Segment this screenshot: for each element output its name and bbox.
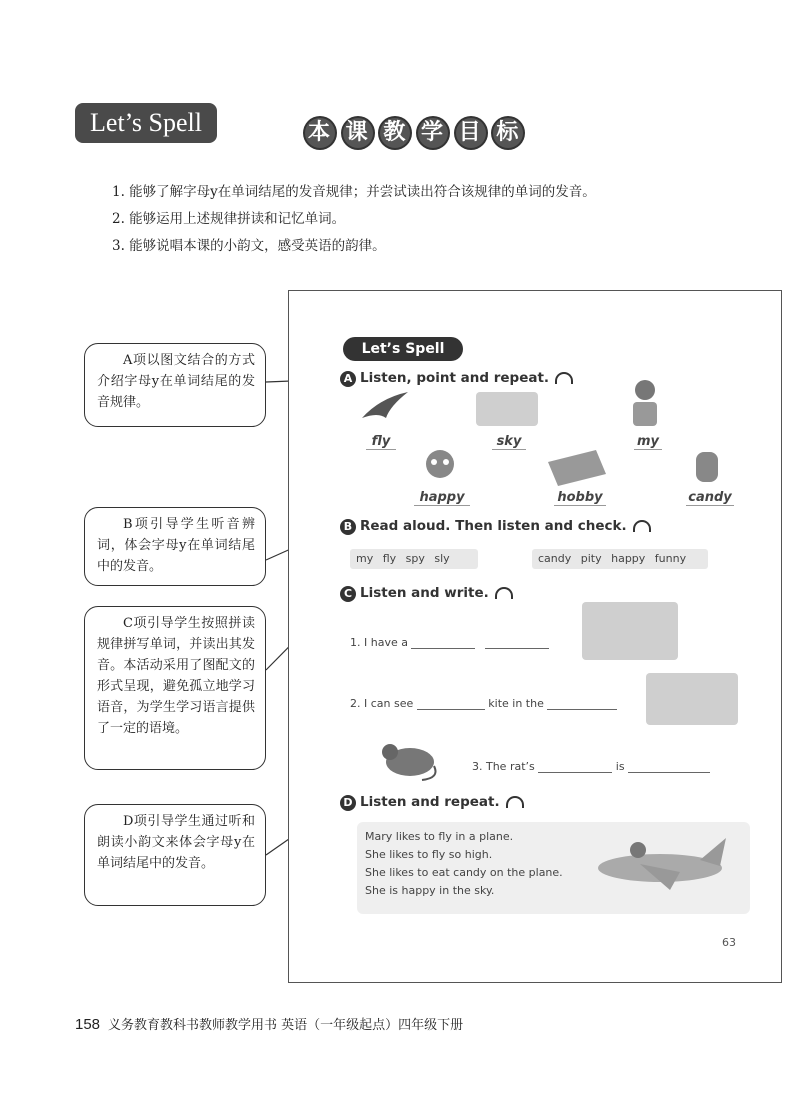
rhyme-line: She is happy in the sky.: [365, 884, 495, 897]
section-letter: C: [340, 586, 356, 602]
answer-blank[interactable]: [411, 636, 475, 649]
write-prompt: 3. The rat’s: [472, 760, 535, 773]
section-b-heading: [340, 518, 651, 535]
section-letter: D: [340, 795, 356, 811]
section-letter: B: [340, 519, 356, 535]
answer-blank[interactable]: [538, 760, 612, 773]
answer-blank[interactable]: [628, 760, 710, 773]
sky-picture: [476, 392, 538, 426]
title-char: 课: [343, 118, 373, 148]
page-footer: [75, 1014, 463, 1033]
section-d-heading: [340, 794, 524, 811]
objective-1: 1. 能够了解字母y在单词结尾的发音规律；并尝试读出符合该规律的单词的发音。: [112, 184, 596, 200]
check-word-group-2: candy pity happy funny: [532, 549, 708, 569]
headphones-icon[interactable]: [555, 372, 573, 384]
objective-3: 3. 能够说唱本课的小韵文，感受英语的韵律。: [112, 238, 386, 254]
note-a: A项以图文结合的方式介绍字母y在单词结尾的发音规律。: [84, 343, 266, 427]
title-char: 标: [493, 118, 523, 148]
answer-blank[interactable]: [485, 636, 549, 649]
title-char: 本: [305, 118, 335, 148]
section-title: Read aloud. Then listen and check.: [360, 518, 627, 534]
textbook-page-number: 63: [722, 936, 736, 949]
check-word-group-1: my fly spy sly: [350, 549, 478, 569]
answer-blank[interactable]: [417, 697, 485, 710]
note-d: D项引导学生通过听和朗读小韵文来体会字母y在单词结尾中的发音。: [84, 804, 266, 906]
write-line-3: [472, 760, 710, 773]
rhyme-line: She likes to eat candy on the plane.: [365, 866, 563, 879]
section-a-heading: [340, 370, 573, 387]
section-title: Listen and repeat.: [360, 794, 500, 810]
section-title: Listen and write.: [360, 585, 489, 601]
title-char: 学: [418, 118, 448, 148]
note-b: B项引导学生听音辨词，体会字母y在单词结尾中的发音。: [84, 507, 266, 586]
word-fly: fly: [366, 434, 396, 450]
title-char: 目: [456, 118, 486, 148]
write-prompt: is: [615, 760, 625, 773]
word-sky: sky: [492, 434, 526, 450]
section-letter: A: [340, 371, 356, 387]
boy-picture: [625, 378, 665, 428]
candy-jar-picture: [688, 446, 728, 486]
rhyme-line: She likes to fly so high.: [365, 848, 493, 861]
write-prompt: 1. I have a: [350, 636, 408, 649]
word-candy: candy: [686, 490, 734, 506]
kite-picture: [646, 673, 738, 725]
plane-picture: [580, 820, 730, 900]
title-char: 教: [380, 118, 410, 148]
footer-page-number: 158: [75, 1016, 101, 1033]
textbook-badge: Let’s Spell: [343, 337, 463, 361]
headphones-icon[interactable]: [506, 796, 524, 808]
lesson-badge: Let’s Spell: [75, 103, 217, 143]
bird-picture: [360, 388, 410, 424]
dog-picture: [418, 446, 462, 486]
objective-2: 2. 能够运用上述规律拼读和记忆单词。: [112, 211, 346, 227]
write-prompt: 2. I can see: [350, 697, 414, 710]
write-line-2: [350, 697, 617, 710]
headphones-icon[interactable]: [495, 587, 513, 599]
book-picture: [546, 448, 608, 488]
rat-picture: [372, 736, 442, 782]
footer-text: 义务教育教科书教师教学用书 英语（一年级起点）四年级下册: [108, 1018, 464, 1033]
section-c-heading: [340, 585, 513, 602]
rhyme-line: Mary likes to fly in a plane.: [365, 830, 514, 843]
note-c: C项引导学生按照拼读规律拼写单词，并读出其发音。本活动采用了图配文的形式呈现，避免孤立地学习语音，为学生学习语言提供了一定的语境。: [84, 606, 266, 770]
write-line-1: [350, 636, 549, 649]
write-prompt: kite in the: [488, 697, 544, 710]
section-title: Listen, point and repeat.: [360, 370, 550, 386]
headphones-icon[interactable]: [633, 520, 651, 532]
word-my: my: [634, 434, 662, 450]
word-happy: happy: [414, 490, 470, 506]
family-picture: [582, 602, 678, 660]
answer-blank[interactable]: [547, 697, 617, 710]
word-hobby: hobby: [554, 490, 606, 506]
